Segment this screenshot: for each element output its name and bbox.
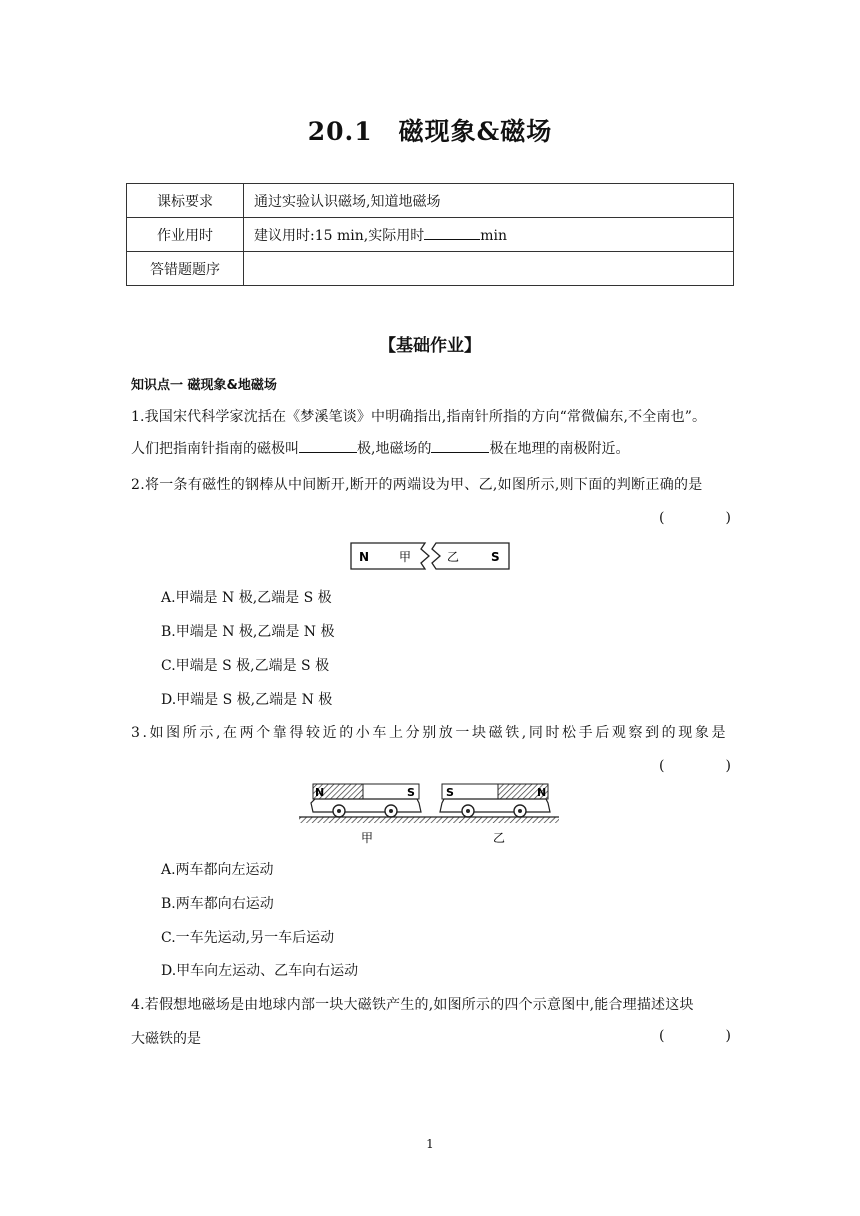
figure-label-yi: 乙 <box>447 550 460 564</box>
cart1-name: 甲 <box>361 831 374 845</box>
cart1-label-n: N <box>315 786 325 799</box>
page-number: 1 <box>426 1137 434 1151</box>
paren-close: ) <box>725 510 731 526</box>
cart1-label-s: S <box>407 786 415 799</box>
paren-open: ( <box>659 758 665 774</box>
figure-label-jia: 甲 <box>399 550 412 564</box>
paren-open: ( <box>659 1028 665 1044</box>
section-heading: 【基础作业】 <box>379 336 481 356</box>
q3-answer-paren[interactable] <box>659 758 731 774</box>
q4-line1: 4.若假想地磁场是由地球内部一块大磁铁产生的,如图所示的四个示意图中,能合理描述这块 <box>131 997 694 1013</box>
q3-option-d[interactable]: D.甲车向左运动、乙车向右运动 <box>161 963 359 979</box>
table-row <box>127 218 734 252</box>
q1-line2 <box>131 438 629 458</box>
figure-label-n: N <box>359 550 370 564</box>
q1-blank-1[interactable] <box>299 438 357 453</box>
paren-open: ( <box>659 510 665 526</box>
table-key: 答错题题序 <box>127 252 244 286</box>
q1-text-c: 极在地理的南极附近。 <box>489 441 630 457</box>
time-suffix: min <box>480 227 507 244</box>
table-value <box>244 218 734 252</box>
page-title: 20.1 磁现象&磁场 <box>307 117 553 146</box>
q1-text-b: 极,地磁场的 <box>357 441 432 457</box>
cart2-label-s: S <box>446 786 454 799</box>
q4-line2: 大磁铁的是 <box>131 1031 201 1047</box>
q4-answer-paren[interactable] <box>659 1028 731 1044</box>
table-value[interactable] <box>244 252 734 286</box>
time-blank[interactable] <box>424 225 480 240</box>
q2-option-d[interactable]: D.甲端是 S 极,乙端是 N 极 <box>161 692 333 708</box>
table-key: 作业用时 <box>127 218 244 252</box>
q2-stem: 2.将一条有磁性的钢棒从中间断开,断开的两端设为甲、乙,如图所示,则下面的判断正确的是 <box>131 477 703 493</box>
q2-option-c[interactable]: C.甲端是 S 极,乙端是 S 极 <box>161 658 330 674</box>
q2-option-b[interactable]: B.甲端是 N 极,乙端是 N 极 <box>161 624 335 640</box>
q3-option-a[interactable]: A.两车都向左运动 <box>161 862 274 878</box>
time-prefix: 建议用时:15 min,实际用时 <box>254 227 425 244</box>
paren-close: ) <box>725 1028 731 1044</box>
table-row <box>127 184 734 218</box>
q3-stem: 3.如图所示,在两个靠得较近的小车上分别放一块磁铁,同时松手后观察到的现象是 <box>131 725 729 741</box>
knowledge-point-heading: 知识点一 磁现象&地磁场 <box>131 378 277 393</box>
magnet-carts-figure <box>297 781 561 849</box>
q3-option-b[interactable]: B.两车都向右运动 <box>161 896 274 912</box>
q1-text-a: 人们把指南针指南的磁极叫 <box>131 441 299 457</box>
table-key: 课标要求 <box>127 184 244 218</box>
table-value: 通过实验认识磁场,知道地磁场 <box>244 184 734 218</box>
requirements-table <box>126 183 734 286</box>
cart2-name: 乙 <box>493 831 506 845</box>
broken-magnet-figure <box>349 541 511 571</box>
figure-label-s: S <box>491 550 500 564</box>
paren-close: ) <box>725 758 731 774</box>
table-row <box>127 252 734 286</box>
q2-option-a[interactable]: A.甲端是 N 极,乙端是 S 极 <box>161 590 332 606</box>
q2-answer-paren[interactable] <box>659 510 731 526</box>
cart2-label-n: N <box>537 786 547 799</box>
q3-option-c[interactable]: C.一车先运动,另一车后运动 <box>161 930 335 946</box>
q1-line1: 1.我国宋代科学家沈括在《梦溪笔谈》中明确指出,指南针所指的方向“常微偏东,不全南也”。 <box>131 409 707 425</box>
q1-blank-2[interactable] <box>431 438 489 453</box>
